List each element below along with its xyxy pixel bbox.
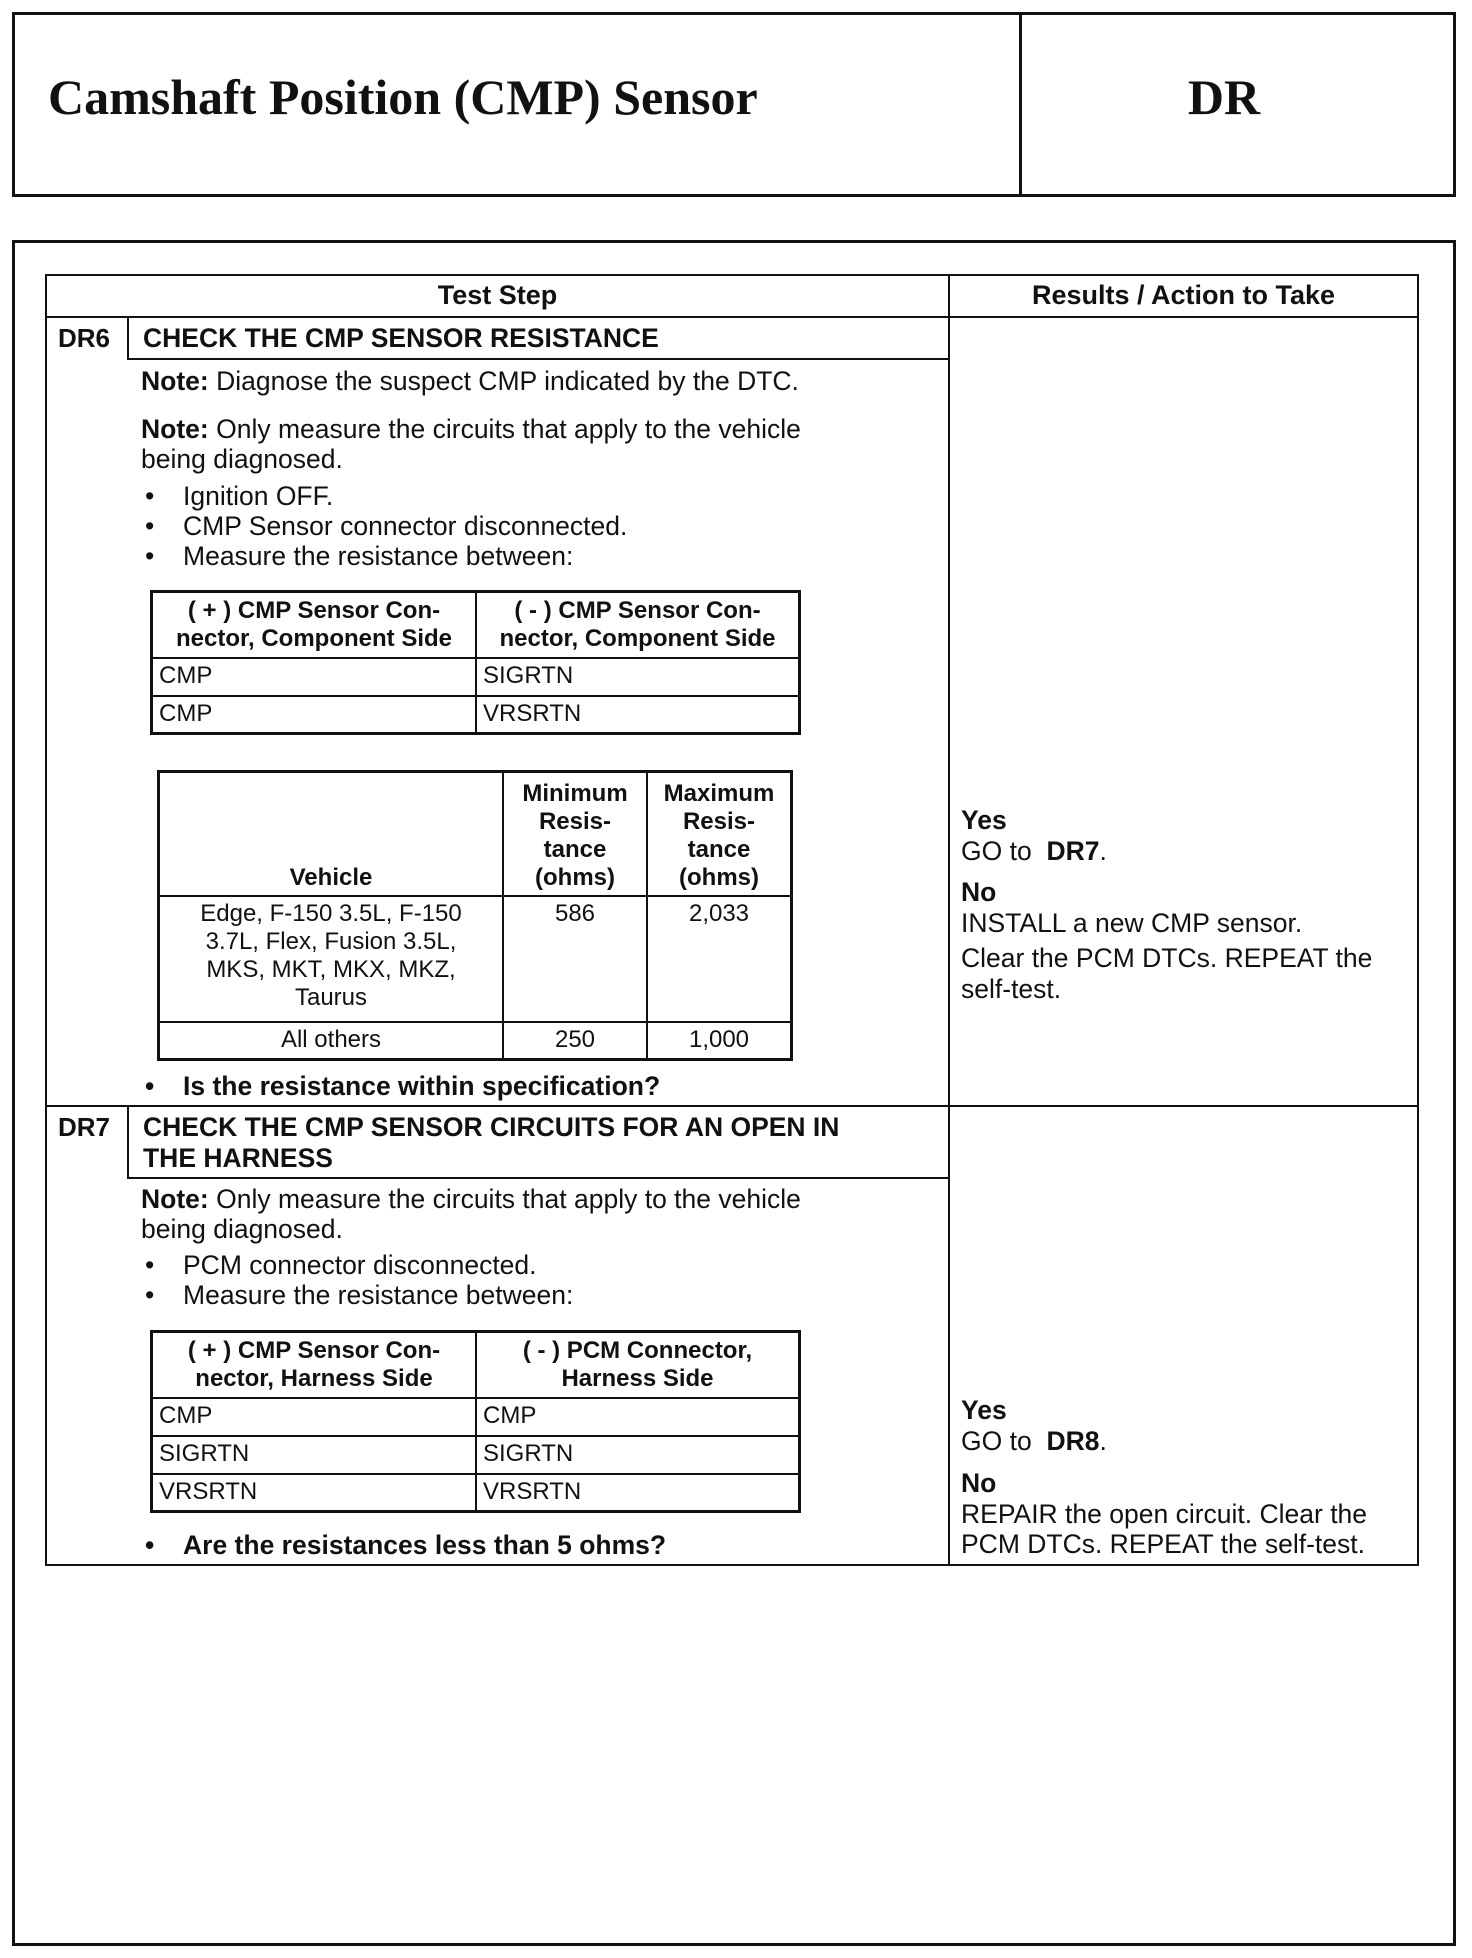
spec-vehicle-cell: Edge, F-150 3.5L, F-150 3.7L, Flex, Fusion 3.5L, MKS, MKT, MKX, MKZ, Taurus	[159, 896, 504, 1022]
dr6-bullet: • Ignition OFF.	[183, 481, 333, 512]
dr6-conn-col-positive: ( + ) CMP Sensor Con- nector, Component Side	[152, 592, 477, 658]
dr6-note-2: Note: Only measure the circuits that apply to the vehicle	[141, 414, 801, 444]
dr7-yes-label: Yes	[961, 1395, 1007, 1425]
table-cell: VRSRTN	[476, 696, 800, 734]
dr7-no-action: REPAIR the open circuit. Clear the	[961, 1499, 1368, 1529]
table-cell: SIGRTN	[476, 1436, 800, 1474]
dr6-no-label: No	[961, 877, 997, 907]
dr7-conn-col-positive: ( + ) CMP Sensor Con- nector, Harness Side	[152, 1332, 477, 1398]
dr7-question: • Are the resistances less than 5 ohms?	[183, 1530, 666, 1561]
test-step-header: Test Step	[437, 280, 558, 310]
step-title-dr7: CHECK THE CMP SENSOR CIRCUITS FOR AN OPEN IN	[143, 1112, 840, 1142]
step-title-dr7-cont: THE HARNESS	[143, 1143, 333, 1173]
dr7-conn-col-negative: ( - ) PCM Connector, Harness Side	[476, 1332, 800, 1398]
table-cell: CMP	[476, 1398, 800, 1436]
table-cell: SIGRTN	[476, 658, 800, 696]
dr7-note: Note: Only measure the circuits that apply to the vehicle	[141, 1184, 801, 1214]
dr7-yes-action: GO to DR8.	[961, 1426, 1107, 1456]
spec-col-min: Minimum Resis- tance (ohms)	[503, 772, 647, 896]
spec-max-cell: 2,033	[647, 896, 792, 1022]
dr7-bullet: • PCM connector disconnected.	[183, 1250, 537, 1281]
table-cell: VRSRTN	[476, 1474, 800, 1512]
dr6-note-2-cont: being diagnosed.	[141, 444, 343, 474]
dr6-bullet: • Measure the resistance between:	[183, 541, 573, 572]
step-id-dr6: DR6	[58, 323, 111, 353]
dr6-no-action: self-test.	[961, 974, 1062, 1004]
dr6-note-1: Note: Diagnose the suspect CMP indicated by the DTC.	[141, 366, 799, 396]
dr6-spec-table	[157, 770, 793, 1061]
dr6-yes-label: Yes	[961, 805, 1007, 835]
dr6-no-action: INSTALL a new CMP sensor.	[961, 908, 1303, 938]
dr7-no-action: PCM DTCs. REPEAT the self-test.	[961, 1529, 1365, 1559]
dr7-note-cont: being diagnosed.	[141, 1214, 343, 1244]
section-code: DR	[1187, 69, 1261, 125]
dr7-bullet: • Measure the resistance between:	[183, 1280, 573, 1311]
dr7-connector-table	[150, 1330, 801, 1513]
table-cell: CMP	[152, 696, 477, 734]
table-cell: SIGRTN	[152, 1436, 477, 1474]
spec-max-cell: 1,000	[647, 1022, 792, 1060]
dr6-yes-action: GO to DR7.	[961, 836, 1107, 866]
spec-col-vehicle: Vehicle	[159, 772, 504, 896]
dr6-bullet: • CMP Sensor connector disconnected.	[183, 511, 627, 542]
spec-col-max: Maximum Resis- tance (ohms)	[647, 772, 792, 896]
step-id-dr7: DR7	[58, 1112, 111, 1142]
dr6-no-action: Clear the PCM DTCs. REPEAT the	[961, 943, 1373, 973]
dr6-conn-col-negative: ( - ) CMP Sensor Con- nector, Component Side	[476, 592, 800, 658]
table-cell: CMP	[152, 1398, 477, 1436]
page-title: Camshaft Position (CMP) Sensor	[48, 69, 758, 125]
results-header: Results / Action to Take	[1031, 280, 1336, 310]
dr6-question: • Is the resistance within specification?	[183, 1071, 660, 1102]
dr6-connector-table	[150, 590, 801, 735]
table-cell: CMP	[152, 658, 477, 696]
table-cell: VRSRTN	[152, 1474, 477, 1512]
spec-vehicle-cell: All others	[159, 1022, 504, 1060]
dr7-no-label: No	[961, 1468, 997, 1498]
step-title-dr6: CHECK THE CMP SENSOR RESISTANCE	[143, 323, 659, 353]
spec-min-cell: 586	[503, 896, 647, 1022]
spec-min-cell: 250	[503, 1022, 647, 1060]
